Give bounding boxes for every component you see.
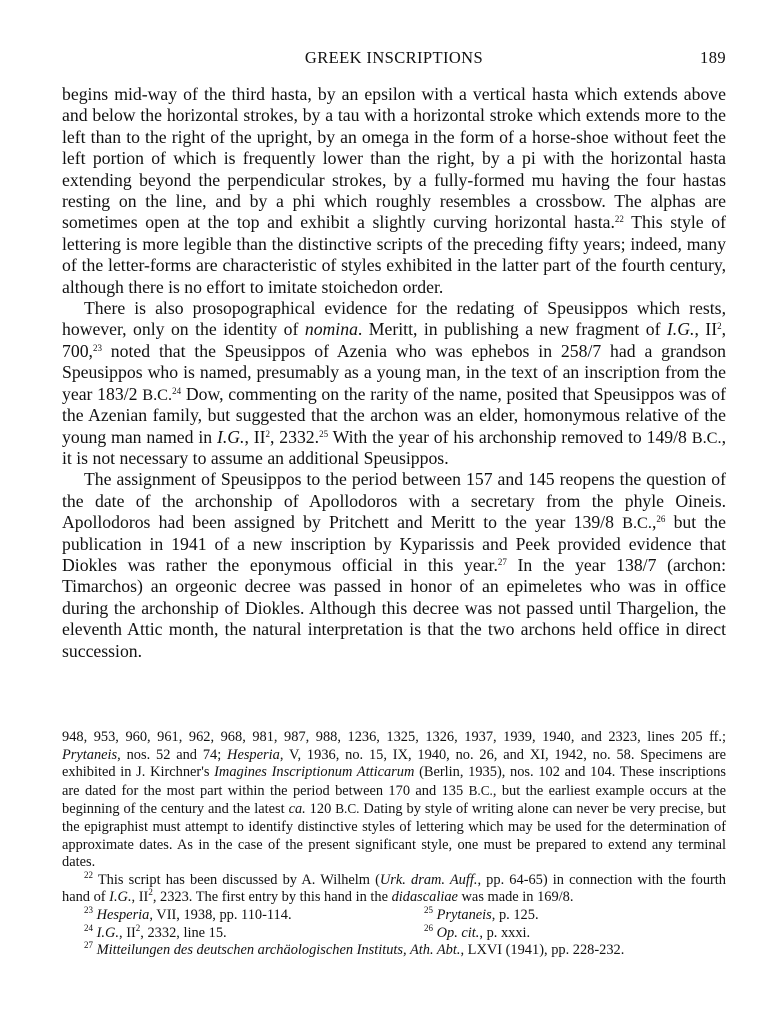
footnote-ref: 25 [319, 428, 329, 439]
paragraph-3: The assignment of Speusippos to the period between 157 and 145 reopens the question of the date of the archonship of Apollodoros with a secretary from the phyle Oineis. Apollodoros had been assigned by Pritchett and Meritt to the year 139/8 B.C.,$^{26}$ but the publication in 1941 of a new inscription by Kyparissis and Peek provided evidence that Diokles was rather the eponymous official in this year.$^{27}$ In the year 138/7 (archon: Timarchos) an orgeonic decree was passed in honor of an epimeletes who was in office during the archonship of Diokles. Although this decree was not passed until Thargelion, the eleventh Attic month, the natural interpretation is that the two archons held office in direct succession. [62, 469, 726, 661]
running-header [62, 48, 726, 72]
footnote-ref: 22 [614, 214, 624, 225]
footnote-27: $^{27}$ Mitteilungen des deutschen archäologischen Instituts, Ath. Abt., LXVI (1941), pp. 228-232. [84, 940, 625, 959]
running-title: GREEK INSCRIPTIONS [304, 48, 484, 67]
footnote-23: $^{23}$ Hesperia, VII, 1938, pp. 110-114. [84, 904, 292, 923]
footnote-26: $^{26}$ Op. cit., p. xxxi. [424, 922, 531, 941]
footnote-ref: 23 [92, 342, 102, 353]
footnote-continuation: 948, 953, 960, 961, 962, 968, 981, 987, 988, 1236, 1325, 1326, 1937, 1939, 1940, and 2323, lines 205 ff.; Prytaneis, nos. 52 and 74; Hesperia, V, 1936, no. 15, IX, 1940, no. 26, and XI, 1942, no. 58. Specimens are exhibited in J. Kirchner's Imagines Inscriptionum Atticarum (Berlin, 1935), nos. 102 and 104. These inscriptions are dated for the most part within the period between 170 and 135 B.C., but the earliest example occurs at the beginning of the century and the latest ca. 120 B.C. Dating by style of writing alone can never be very precise, but the epigraphist must attempt to identify distinctive styles of lettering which may be used for the determination of approximate dates. As in the case of the present significant style, one must be prepared to extend any terminal dates. [62, 729, 727, 871]
footnotes-row-24-26 [62, 922, 726, 943]
footnote-22: $^{22}$ This script has been discussed by A. Wilhelm (Urk. dram. Auff., pp. 64-65) in connection with the fourth hand of I.G., $II^2$, 2323. The first entry by this hand in the didascaliae was made in 169/8. [62, 869, 726, 906]
footnote-24: $^{24}$ I.G., $II^2$, 2332, line 15. [84, 922, 227, 941]
footnote-ref: 26 [656, 514, 666, 525]
main-text [62, 84, 726, 662]
footnote-25: $^{25}$ Prytaneis, p. 125. [424, 904, 539, 923]
footnotes-row-23-25 [62, 904, 726, 925]
footnotes [62, 729, 726, 960]
paragraph-2: There is also prosopographical evidence for the redating of Speusippos which rests, however, only on the identity of nomina. Meritt, in publishing a new fragment of I.G., $II^2$, 700,23 noted that the Speusippos of Azenia who was ephebos in 258/7 had a grandson Speusippos who is named, presumably as a young man, in the text of an inscription from the year 183/2 B.C.$^{24}$ Dow, commenting on the rarity of the name, posited that Speusippos was of the Azenian family, but suggested that the archon was an elder, homonymous relative of the young man named in I.G., $II^2$, 2332.25 With the year of his archonship removed to 149/8 B.C., it is not necessary to assume an additional Speusippos. [62, 298, 727, 468]
footnote-ref: 27 [497, 556, 507, 567]
page-number: 189 [700, 48, 726, 67]
paragraph-1: begins mid-way of the third hasta, by an epsilon with a vertical hasta which extends above and below the horizontal strokes, by a tau with a horizontal stroke which extends more to the left than to the right of the upright, by an omega in the form of a horse-shoe without feet the left portion of which is frequently lower than the right, by a pi with the horizontal hasta extending beyond the perpendicular strokes, by a fully-formed mu having the four hastas resting on the line, and by a phi which roughly resembles a crossbow. The alphas are sometimes open at the top and exhibit a slightly curving horizontal hasta.$^{22}$ This style of lettering is more legible than the distinctive scripts of the preceding fifty years; indeed, many of the letter-forms are characteristic of styles exhibited in the latter part of the fourth century, although there is no effort to imitate stoichedon order. [62, 84, 727, 297]
footnote-ref: 24 [172, 385, 182, 396]
